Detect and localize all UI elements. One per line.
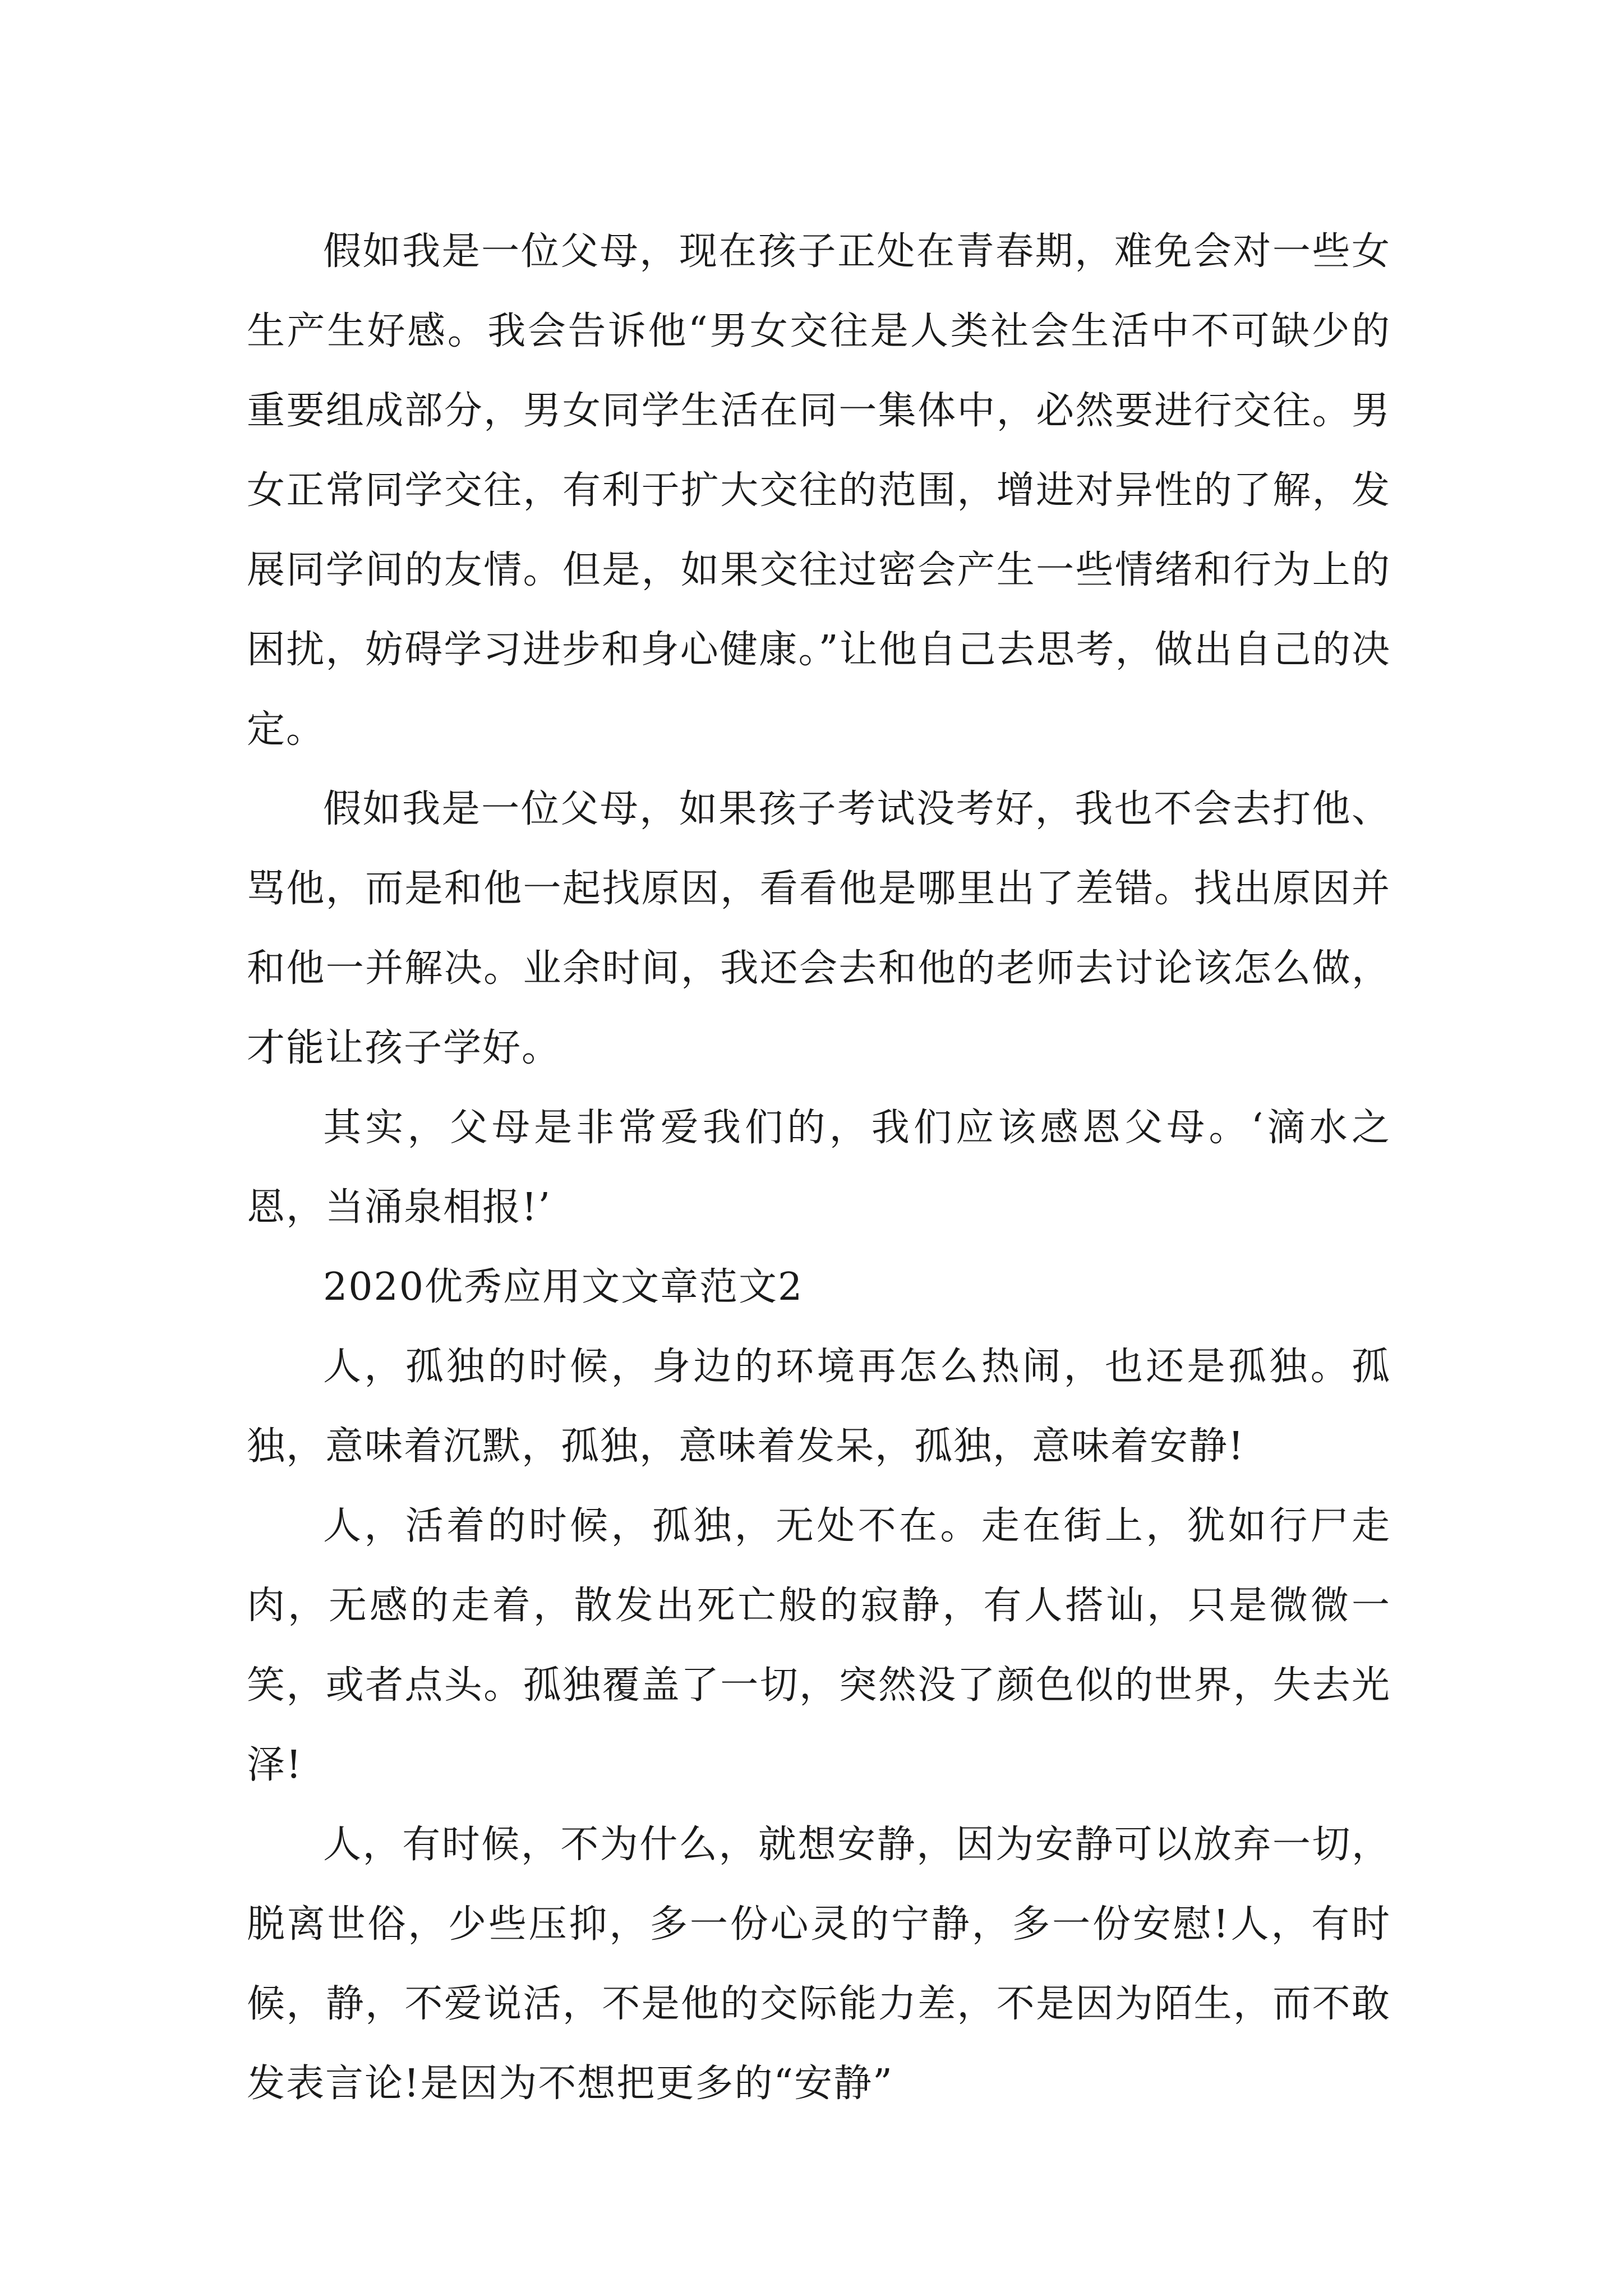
paragraph-loneliness: 人，孤独的时候，身边的环境再怎么热闹，也还是孤独。孤独，意味着沉默，孤独，意味着发呆，孤独，意味着安静! bbox=[247, 1345, 1391, 1469]
document-body bbox=[247, 212, 1391, 2124]
paragraph-quietness: 人，有时候，不为什么，就想安静，因为安静可以放弃一切，脱离世俗，少些压抑，多一份心灵的宁静，多一份安慰!人，有时候，静，不爱说活，不是他的交际能力差，不是因为陌生，而不敢发表言论!是因为不想把更多的“安静” bbox=[247, 1823, 1391, 2106]
paragraph-living-alone: 人，活着的时候，孤独，无处不在。走在街上，犹如行尸走肉，无感的走着，散发出死亡般的寂静，有人搭讪，只是微微一笑，或者点头。孤独覆盖了一切，突然没了颜色似的世界，失去光泽! bbox=[247, 1504, 1391, 1787]
section-heading: 2020优秀应用文文章范文2 bbox=[323, 1265, 804, 1309]
paragraph-parent-exam: 假如我是一位父母，如果孩子考试没考好，我也不会去打他、骂他，而是和他一起找原因，看看他是哪里出了差错。找出原因并和他一并解决。业余时间，我还会去和他的老师去讨论该怎么做，才能让孩子学好。 bbox=[247, 787, 1391, 1070]
paragraph-parent-puberty: 假如我是一位父母，现在孩子正处在青春期，难免会对一些女生产生好感。我会告诉他“男女交往是人类社会生活中不可缺少的重要组成部分，男女同学生活在同一集体中，必然要进行交往。男女正常同学交往，有利于扩大交往的范围，增进对异性的了解，发展同学间的友情。但是，如果交往过密会产生一些情绪和行为上的困扰，妨碍学习进步和身心健康。”让他自己去思考，做出自己的决定。 bbox=[247, 229, 1391, 752]
paragraph-gratitude: 其实，父母是非常爱我们的，我们应该感恩父母。‘滴水之恩，当涌泉相报!’ bbox=[247, 1106, 1391, 1230]
